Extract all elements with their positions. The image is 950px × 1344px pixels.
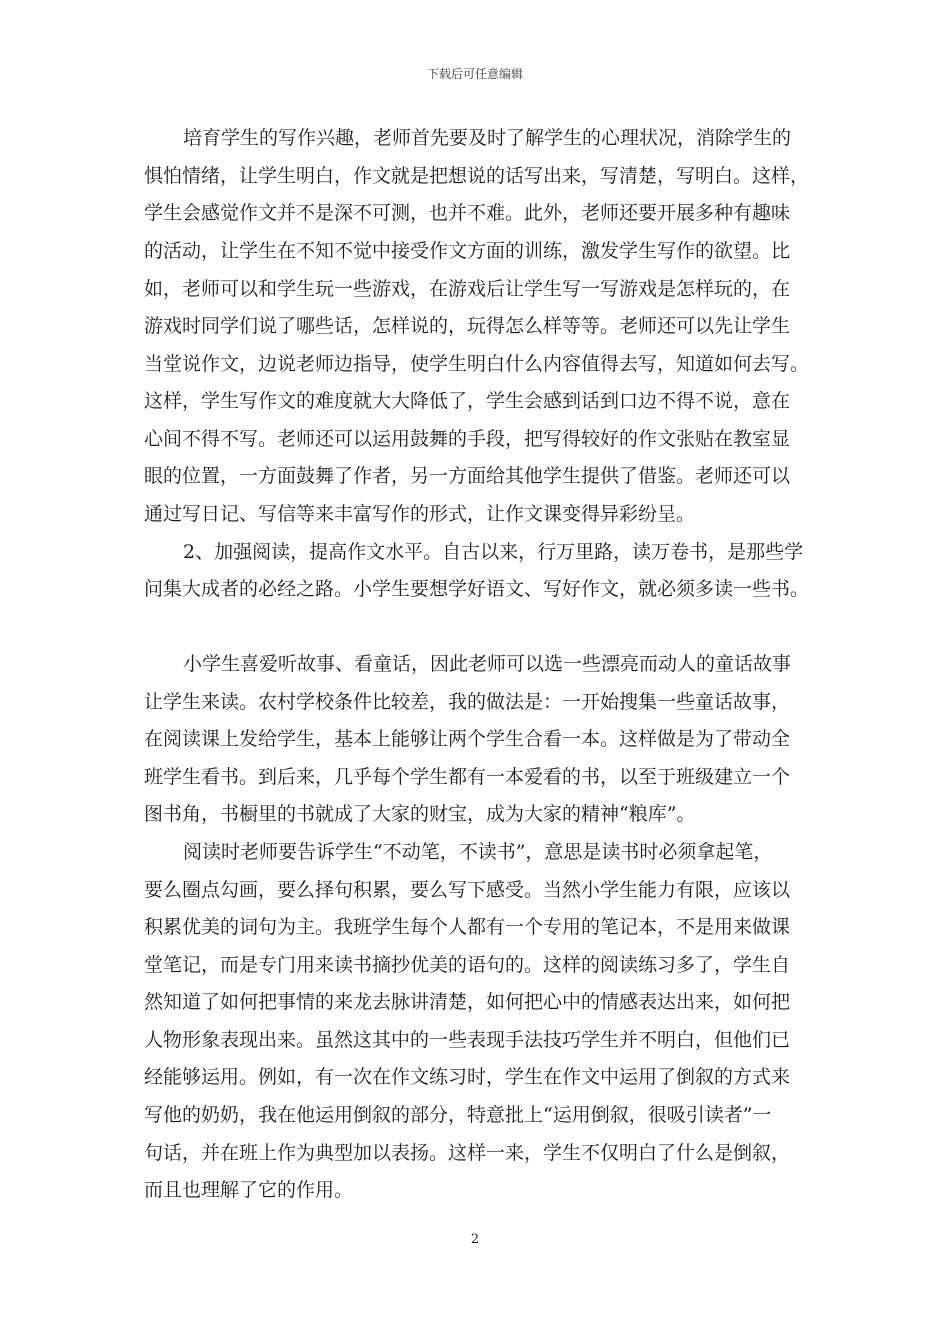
body-text-line: 的活动，让学生在不知不觉中接受作文方面的训练，激发学生写作的欲望。比 xyxy=(144,240,791,262)
page-header: 下载后可任意编辑 xyxy=(426,67,523,81)
body-text-line: 学生会感觉作文并不是深不可测，也并不难。此外，老师还要开展多种有趣味 xyxy=(144,202,791,224)
body-text-line: 然知道了如何把事情的来龙去脉讲清楚，如何把心中的情感表达出来，如何把 xyxy=(144,991,791,1013)
body-text-line: 这样，学生写作文的难度就大大降低了，学生会感到话到口边不得不说，意在 xyxy=(144,390,791,412)
body-text-line: 人物形象表现出来。虽然这其中的一些表现手法技巧学生并不明白，但他们已 xyxy=(144,1029,791,1051)
body-text-line: 游戏时同学们说了哪些话，怎样说的，玩得怎么样等等。老师还可以先让学生 xyxy=(144,315,791,337)
body-text-line: 通过写日记、写信等来丰富写作的形式，让作文课变得异彩纷呈。 xyxy=(144,503,696,525)
body-text-line: 班学生看书。到后来，几乎每个学生都有一本爱看的书，以至于班级建立一个 xyxy=(144,766,791,788)
body-text-line: 当堂说作文，边说老师边指导，使学生明白什么内容值得去写，知道如何去写。 xyxy=(144,353,810,375)
body-text-line: 而且也理解了它的作用。 xyxy=(144,1179,354,1201)
body-text-line: 句话，并在班上作为典型加以表扬。这样一来，学生不仅明白了什么是倒叙， xyxy=(144,1142,791,1164)
body-text-line: 在阅读课上发给学生，基本上能够让两个学生合看一本。这样做是为了带动全 xyxy=(144,728,791,750)
page-number: 2 xyxy=(470,1232,480,1247)
body-text-line: 眼的位置，一方面鼓舞了作者，另一方面给其他学生提供了借鉴。老师还可以 xyxy=(144,465,791,487)
body-text-line: 堂笔记，而是专门用来读书摘抄优美的语句的。这样的阅读练习多了，学生自 xyxy=(144,954,791,976)
body-text-line: 让学生来读。农村学校条件比较差，我的做法是：一开始搜集一些童话故事， xyxy=(144,691,791,713)
body-text-line: 问集大成者的必经之路。小学生要想学好语文、写好作文，就必须多读一些书。 xyxy=(144,578,810,600)
body-text-line: 2、加强阅读，提高作文水平。自古以来，行万里路，读万卷书，是那些学 xyxy=(183,541,804,563)
body-text-line: 小学生喜爱听故事、看童话，因此老师可以选一些漂亮而动人的童话故事 xyxy=(183,653,792,675)
body-text-line: 要么圈点勾画，要么择句积累，要么写下感受。当然小学生能力有限，应该以 xyxy=(144,879,791,901)
body-text-line: 图书角，书橱里的书就成了大家的财宝，成为大家的精神“粮库”。 xyxy=(144,803,696,825)
body-text-line: 心间不得不写。老师还可以运用鼓舞的手段，把写得较好的作文张贴在教室显 xyxy=(144,428,791,450)
body-text-line: 如，老师可以和学生玩一些游戏，在游戏后让学生写一写游戏是怎样玩的，在 xyxy=(144,278,791,300)
body-text-line: 惧怕情绪，让学生明白，作文就是把想说的话写出来，写清楚，写明白。这样， xyxy=(144,165,810,187)
body-text-line: 写他的奶奶，我在他运用倒叙的部分，特意批上“运用倒叙，很吸引读者”一 xyxy=(144,1104,772,1126)
body-text-line: 积累优美的词句为主。我班学生每个人都有一个专用的笔记本，不是用来做课 xyxy=(144,916,791,938)
body-text-line: 培育学生的写作兴趣，老师首先要及时了解学生的心理状况，消除学生的 xyxy=(183,127,792,149)
body-text-line: 阅读时老师要告诉学生“不动笔，不读书”，意思是读书时必须拿起笔， xyxy=(183,841,773,863)
body-text-line: 经能够运用。例如，有一次在作文练习时，学生在作文中运用了倒叙的方式来 xyxy=(144,1066,791,1088)
